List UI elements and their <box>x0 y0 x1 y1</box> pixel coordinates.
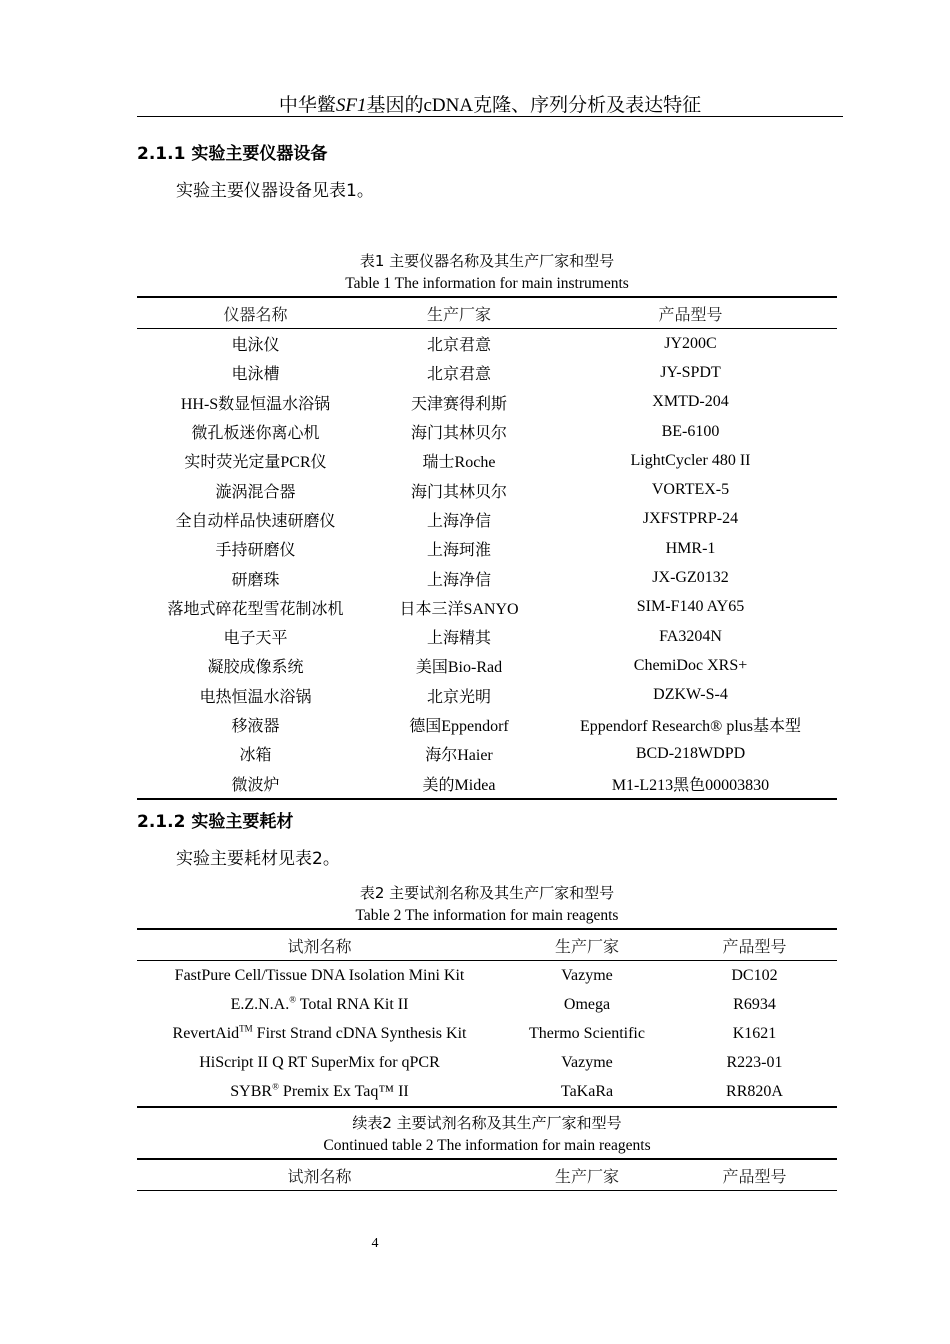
table-row <box>137 651 837 680</box>
table-row <box>137 710 837 739</box>
model-cell: RR820A <box>726 1082 783 1100</box>
manufacturer-cell: 北京光明 <box>426 688 491 706</box>
model-cell: SIM-F140 AY65 <box>636 598 745 616</box>
table2-caption-en: Table 2 The information for main reagents <box>355 907 619 924</box>
instrument-name-cell: 电热恒温水浴锅 <box>199 688 312 706</box>
instruments-table <box>137 296 837 800</box>
instrument-name-cell: 研磨珠 <box>231 571 280 589</box>
trademark-mark: ® <box>272 1081 279 1092</box>
table-row <box>137 563 837 592</box>
instrument-name-cell: 冰箱 <box>239 747 272 765</box>
table-header-row <box>137 298 837 329</box>
manufacturer-cell: Vazyme <box>561 1053 613 1071</box>
header-prefix: 中华鳖 <box>278 95 336 116</box>
table-row <box>137 534 837 563</box>
manufacturer-cell: 德国Eppendorf <box>409 718 509 735</box>
reagent-name-cell <box>137 967 502 985</box>
model-cell: JY200C <box>664 334 717 352</box>
instrument-name-cell: 漩涡混合器 <box>215 483 296 501</box>
reagent-name-cell <box>137 996 502 1014</box>
header-cell: 产品型号 <box>722 938 787 956</box>
running-header <box>137 90 843 117</box>
reagents-table <box>137 928 837 1108</box>
table2-caption-cn: 表2 主要试剂名称及其生产厂家和型号 <box>359 884 615 902</box>
model-cell: XMTD-204 <box>652 393 729 411</box>
model-cell: R6934 <box>733 995 776 1013</box>
table-row <box>137 739 837 768</box>
instrument-name-cell: 实时荧光定量PCR仪 <box>184 454 327 472</box>
reagent-name-cell <box>137 1025 502 1043</box>
table-row <box>137 768 837 797</box>
manufacturer-cell: 北京君意 <box>426 337 491 355</box>
manufacturer-cell: 上海精其 <box>426 630 491 648</box>
section-paragraph-2-1-1: 实验主要仪器设备见表1。 <box>176 181 374 201</box>
manufacturer-cell: 海尔Haier <box>425 747 493 765</box>
manufacturer-cell: Thermo Scientific <box>529 1024 645 1042</box>
table-row <box>137 1077 837 1106</box>
table-row <box>137 681 837 710</box>
reagents-table-continued <box>137 1158 837 1191</box>
instrument-name-cell: 电泳仪 <box>231 337 280 355</box>
header-cell: 产品型号 <box>722 1168 787 1186</box>
manufacturer-cell: Vazyme <box>561 966 613 984</box>
table-row <box>137 505 837 534</box>
manufacturer-cell: 海门其林贝尔 <box>410 483 507 501</box>
header-cell: 生产厂家 <box>554 938 619 956</box>
reagent-name: SYBR <box>230 1082 273 1100</box>
manufacturer-cell: 北京君意 <box>426 366 491 384</box>
table-row <box>137 417 837 446</box>
table-body <box>137 961 837 1106</box>
reagent-name-rest: Premix Ex Taq™ II <box>278 1082 409 1100</box>
section-paragraph-2-1-2: 实验主要耗材见表2。 <box>176 849 340 869</box>
table-row <box>137 1019 837 1048</box>
manufacturer-cell: 上海净信 <box>426 571 491 589</box>
model-cell: VORTEX-5 <box>651 481 730 499</box>
table-row <box>137 475 837 504</box>
model-cell: JX-GZ0132 <box>652 569 729 587</box>
model-cell: FA3204N <box>659 627 722 645</box>
reagent-name-rest: Total RNA Kit II <box>296 995 409 1013</box>
reagent-name: FastPure Cell/Tissue DNA Isolation Mini Kit <box>174 966 465 984</box>
manufacturer-cell: 上海珂淮 <box>426 542 491 560</box>
model-cell: JY-SPDT <box>660 363 721 381</box>
header-gene: SF1 <box>335 95 367 116</box>
manufacturer-cell: Omega <box>563 995 611 1013</box>
table-row <box>137 622 837 651</box>
manufacturer-cell: 瑞士Roche <box>422 454 496 472</box>
model-cell: BE-6100 <box>661 422 720 440</box>
table-row <box>137 990 837 1019</box>
table1-caption-cn: 表1 主要仪器名称及其生产厂家和型号 <box>359 252 615 270</box>
trademark-mark: ® <box>289 994 297 1005</box>
reagent-name: E.Z.N.A. <box>230 995 290 1013</box>
table-header-row <box>137 930 837 961</box>
manufacturer-cell: 海门其林贝尔 <box>410 425 507 443</box>
section-heading-2-1-2: 2.1.2 实验主要耗材 <box>137 812 294 832</box>
manufacturer-cell: 美国Bio-Rad <box>415 659 503 677</box>
model-cell: M1-L213黑色00003830 <box>611 776 770 794</box>
instrument-name-cell: 全自动样品快速研磨仪 <box>175 512 336 530</box>
instrument-name-cell: 微孔板迷你离心机 <box>191 425 320 443</box>
manufacturer-cell: 美的Midea <box>422 776 496 794</box>
trademark-mark: TM <box>239 1023 253 1034</box>
table-row <box>137 329 837 358</box>
table-header-row <box>137 1160 837 1190</box>
table2-continued-caption-en: Continued table 2 The information for main reagents <box>323 1137 651 1154</box>
header-cell: 试剂名称 <box>287 1168 352 1186</box>
table2-continued-caption-cn: 续表2 主要试剂名称及其生产厂家和型号 <box>352 1114 622 1132</box>
header-cell: 生产厂家 <box>426 306 491 324</box>
manufacturer-cell: 上海净信 <box>426 512 491 530</box>
model-cell: DZKW-S-4 <box>653 686 728 704</box>
table-row <box>137 446 837 475</box>
manufacturer-cell: TaKaRa <box>560 1082 614 1100</box>
model-cell: LightCycler 480 II <box>630 451 751 469</box>
model-cell: ChemiDoc XRS+ <box>633 656 748 674</box>
manufacturer-cell: 天津赛得利斯 <box>410 395 507 413</box>
instrument-name-cell: 落地式碎花型雪花制冰机 <box>167 600 344 618</box>
table-row <box>137 1048 837 1077</box>
instrument-name-cell: 移液器 <box>231 718 280 735</box>
table-body <box>137 329 837 798</box>
reagent-name-rest: First Strand cDNA Synthesis Kit <box>252 1024 467 1042</box>
manufacturer-cell: 日本三洋SANYO <box>399 600 519 618</box>
instrument-name-cell: 手持研磨仪 <box>215 542 296 560</box>
model-cell: K1621 <box>732 1024 777 1042</box>
instrument-name-cell: HH-S数显恒温水浴锅 <box>180 395 331 413</box>
table-row <box>137 961 837 990</box>
model-cell: DC102 <box>731 966 778 984</box>
instrument-name-cell: 凝胶成像系统 <box>207 659 304 677</box>
header-cell: 仪器名称 <box>223 306 288 324</box>
table-row <box>137 388 837 417</box>
header-suffix: 基因的cDNA克隆、序列分析及表达特征 <box>366 95 702 116</box>
table-row <box>137 593 837 622</box>
reagent-name-cell <box>137 1054 502 1072</box>
reagent-name: HiScript II Q RT SuperMix for qPCR <box>199 1053 440 1071</box>
header-cell: 生产厂家 <box>554 1168 619 1186</box>
instrument-name-cell: 电子天平 <box>223 630 288 648</box>
table1-caption-en: Table 1 The information for main instruments <box>345 275 629 292</box>
header-cell: 试剂名称 <box>287 938 352 956</box>
model-cell: JXFSTPRP-24 <box>642 510 739 528</box>
model-cell: Eppendorf Research® plus基本型 <box>580 718 801 735</box>
reagent-name-cell <box>137 1083 502 1101</box>
header-cell: 产品型号 <box>658 306 723 324</box>
instrument-name-cell: 微波炉 <box>231 776 280 794</box>
page-number: 4 <box>371 1236 379 1251</box>
model-cell: BCD-218WDPD <box>635 744 746 762</box>
table-row <box>137 358 837 387</box>
section-heading-2-1-1: 2.1.1 实验主要仪器设备 <box>137 144 328 164</box>
model-cell: HMR-1 <box>665 539 716 557</box>
model-cell: R223-01 <box>726 1053 783 1071</box>
instrument-name-cell: 电泳槽 <box>231 366 280 384</box>
reagent-name: RevertAid <box>172 1024 240 1042</box>
